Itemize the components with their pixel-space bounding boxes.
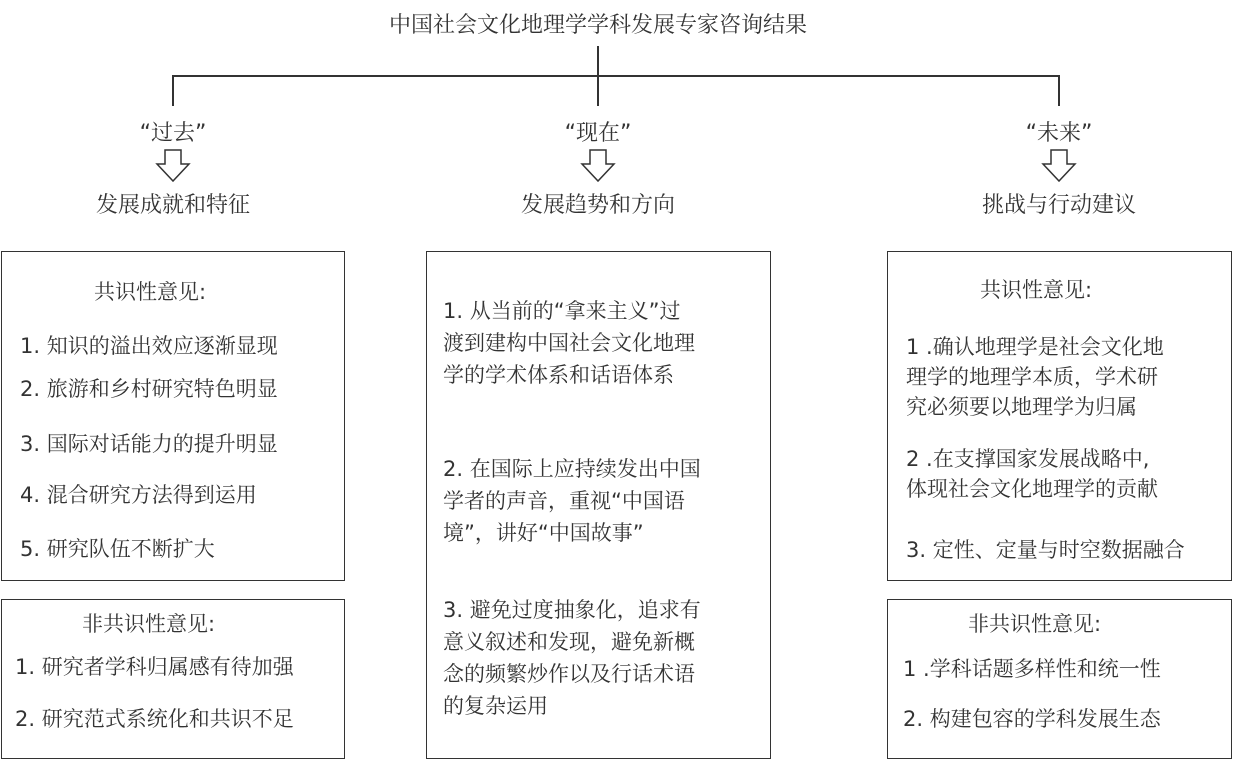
list-item: 1. 知识的溢出效应逐渐显现 <box>20 334 278 358</box>
list-item: 2. 构建包容的学科发展生态 <box>903 707 1161 731</box>
list-item: 4. 混合研究方法得到运用 <box>20 483 257 507</box>
down-arrow-icon <box>580 149 616 183</box>
list-item: 3. 避免过度抽象化，追求有 <box>443 598 701 622</box>
list-item: 学者的声音，重视“中国语 <box>443 489 685 513</box>
list-item: 1. 研究者学科归属感有待加强 <box>15 655 294 679</box>
future-nonconsensus-heading: 非共识性意见: <box>968 612 1102 636</box>
past-nonconsensus-heading: 非共识性意见: <box>82 612 216 636</box>
future-consensus-box <box>887 251 1232 581</box>
connector-left <box>172 75 174 106</box>
label-present: “现在” <box>564 121 632 146</box>
list-item: 的复杂运用 <box>443 694 548 718</box>
label-future: “未来” <box>1025 121 1093 146</box>
list-item: 念的频繁炒作以及行话术语 <box>443 662 695 686</box>
list-item: 渡到建构中国社会文化地理 <box>443 331 695 355</box>
connector-horizontal <box>172 75 1060 77</box>
label-past: “过去” <box>139 121 207 146</box>
list-item: 3. 国际对话能力的提升明显 <box>20 432 278 456</box>
list-item: 5. 研究队伍不断扩大 <box>20 537 215 561</box>
future-consensus-heading: 共识性意见: <box>980 278 1093 302</box>
past-nonconsensus-box <box>1 599 345 759</box>
list-item: 2. 旅游和乡村研究特色明显 <box>20 377 278 401</box>
list-item: 究必须要以地理学为归属 <box>906 395 1137 419</box>
list-item: 2. 在国际上应持续发出中国 <box>443 457 701 481</box>
list-item: 理学的地理学本质，学术研 <box>906 365 1158 389</box>
diagram-title: 中国社会文化地理学学科发展专家咨询结果 <box>388 13 807 38</box>
present-box <box>426 251 771 759</box>
list-item: 境”，讲好“中国故事” <box>443 521 644 545</box>
list-item: 2 .在支撑国家发展战略中, <box>906 447 1150 471</box>
past-consensus-box <box>1 251 345 581</box>
past-consensus-heading: 共识性意见: <box>94 280 207 304</box>
list-item: 3. 定性、定量与时空数据融合 <box>906 538 1185 562</box>
future-nonconsensus-box <box>887 599 1232 759</box>
list-item: 2. 研究范式系统化和共识不足 <box>15 707 294 731</box>
subtitle-present: 发展趋势和方向 <box>520 193 675 218</box>
list-item: 1 .确认地理学是社会文化地 <box>906 335 1164 359</box>
subtitle-future: 挑战与行动建议 <box>981 193 1136 218</box>
subtitle-past: 发展成就和特征 <box>95 193 250 218</box>
list-item: 体现社会文化地理学的贡献 <box>906 477 1158 501</box>
down-arrow-icon <box>155 149 191 183</box>
connector-right <box>1058 75 1060 106</box>
list-item: 1. 从当前的“拿来主义”过 <box>443 299 681 323</box>
down-arrow-icon <box>1041 149 1077 183</box>
list-item: 学的学术体系和话语体系 <box>443 363 674 387</box>
list-item: 1 .学科话题多样性和统一性 <box>903 657 1161 681</box>
list-item: 意义叙述和发现，避免新概 <box>443 630 695 654</box>
